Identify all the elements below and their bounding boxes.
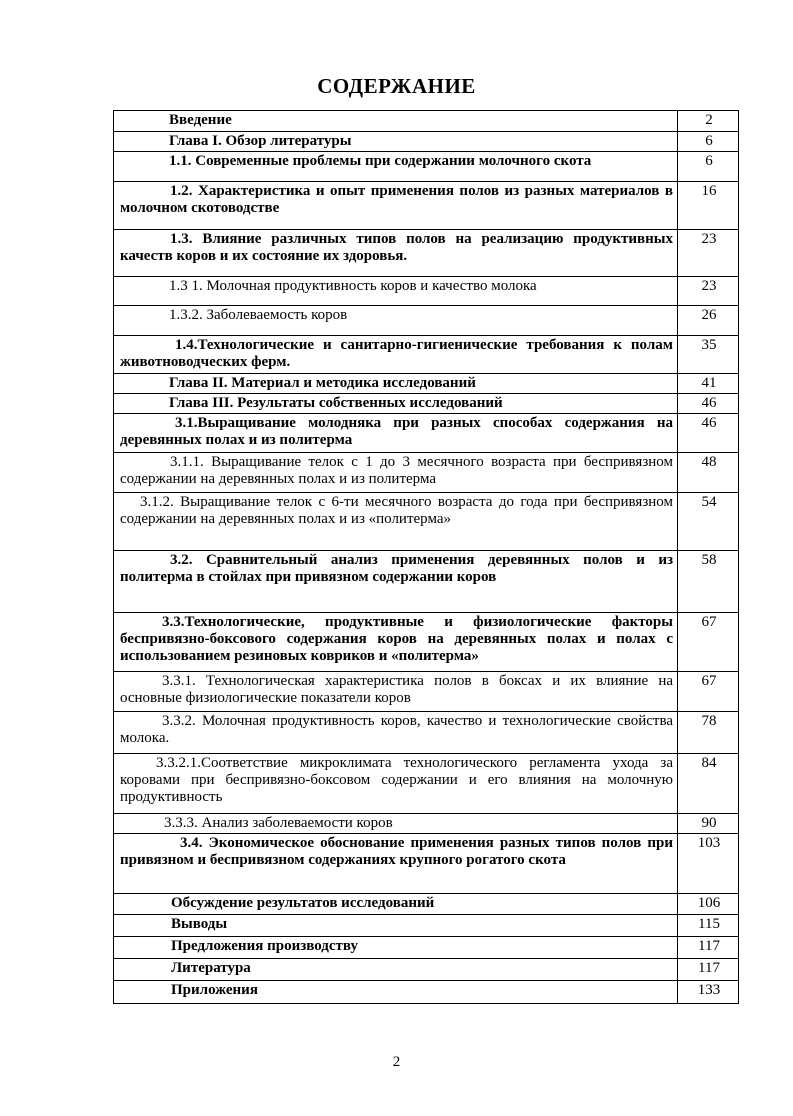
toc-row[interactable] bbox=[114, 894, 739, 915]
toc-entry-title: 3.3.1. Технологическая характеристика полов в боксах и их влияние на основные физиологические показатели коров bbox=[114, 672, 678, 712]
toc-row[interactable] bbox=[114, 277, 739, 306]
toc-entry-page: 46 bbox=[678, 414, 739, 453]
toc-entry-page: 35 bbox=[678, 336, 739, 374]
toc-entry-title: 1.1. Современные проблемы при содержании молочного скота bbox=[114, 152, 678, 182]
toc-entry-page: 46 bbox=[678, 394, 739, 414]
toc-entry-page: 117 bbox=[678, 959, 739, 981]
toc-row[interactable] bbox=[114, 230, 739, 277]
toc-row[interactable] bbox=[114, 672, 739, 712]
toc-entry-title: 3.3.Технологические, продуктивные и физиологические факторы беспривязно-боксового содержания коров на деревянных полах и полах с использованием резиновых ковриков и «политерма» bbox=[114, 613, 678, 672]
toc-entry-title: 1.3. Влияние различных типов полов на реализацию продуктивных качеств коров и их состояние их здоровья. bbox=[114, 230, 678, 277]
toc-entry-page: 90 bbox=[678, 814, 739, 834]
toc-entry-page: 58 bbox=[678, 551, 739, 613]
page-number: 2 bbox=[392, 1054, 401, 1070]
toc-row[interactable] bbox=[114, 915, 739, 937]
toc-entry-title: 1.3 1. Молочная продуктивность коров и качество молока bbox=[114, 277, 678, 306]
toc-entry-title: Предложения производству bbox=[114, 937, 678, 959]
toc-row[interactable] bbox=[114, 834, 739, 894]
toc-entry-page: 67 bbox=[678, 613, 739, 672]
toc-entry-page: 78 bbox=[678, 712, 739, 754]
toc-entry-page: 23 bbox=[678, 230, 739, 277]
toc-row[interactable] bbox=[114, 394, 739, 414]
toc-entry-title: Литература bbox=[114, 959, 678, 981]
toc-entry-title: Глава III. Результаты собственных исследований bbox=[114, 394, 678, 414]
toc-entry-title: 3.1.1. Выращивание телок с 1 до 3 месячного возраста при беспривязном содержании на деревянных полах и из политерма bbox=[114, 453, 678, 493]
toc-entry-page: 133 bbox=[678, 981, 739, 1004]
toc-row[interactable] bbox=[114, 374, 739, 394]
toc-entry-page: 16 bbox=[678, 182, 739, 230]
toc-table bbox=[113, 110, 739, 1004]
toc-entry-title: 1.2. Характеристика и опыт применения полов из разных материалов в молочном скотоводстве bbox=[114, 182, 678, 230]
toc-entry-page: 6 bbox=[678, 132, 739, 152]
toc-entry-page: 48 bbox=[678, 453, 739, 493]
toc-entry-page: 67 bbox=[678, 672, 739, 712]
toc-entry-page: 84 bbox=[678, 754, 739, 814]
toc-row[interactable] bbox=[114, 182, 739, 230]
toc-entry-title: 3.3.2. Молочная продуктивность коров, качество и технологические свойства молока. bbox=[114, 712, 678, 754]
toc-entry-title: Глава I. Обзор литературы bbox=[114, 132, 678, 152]
toc-entry-title: 3.3.2.1.Соответствие микроклимата технологического регламента ухода за коровами при беспривязно-боксовом содержании и его влияния на молочную продуктивность bbox=[114, 754, 678, 814]
toc-entry-title: 3.1.Выращивание молодняка при разных способах содержания на деревянных полах и из политерма bbox=[114, 414, 678, 453]
toc-entry-title: Выводы bbox=[114, 915, 678, 937]
toc-row[interactable] bbox=[114, 132, 739, 152]
toc-entry-page: 6 bbox=[678, 152, 739, 182]
toc-entry-page: 106 bbox=[678, 894, 739, 915]
toc-row[interactable] bbox=[114, 306, 739, 336]
toc-row[interactable] bbox=[114, 111, 739, 132]
toc-row[interactable] bbox=[114, 981, 739, 1004]
toc-entry-title: 1.4.Технологические и санитарно-гигиенические требования к полам животноводческих ферм. bbox=[114, 336, 678, 374]
toc-row[interactable] bbox=[114, 493, 739, 551]
toc-row[interactable] bbox=[114, 937, 739, 959]
toc-entry-title: Приложения bbox=[114, 981, 678, 1004]
toc-entry-page: 26 bbox=[678, 306, 739, 336]
toc-entry-page: 103 bbox=[678, 834, 739, 894]
toc-row[interactable] bbox=[114, 613, 739, 672]
toc-entry-page: 41 bbox=[678, 374, 739, 394]
toc-entry-title: Обсуждение результатов исследований bbox=[114, 894, 678, 915]
toc-entry-page: 54 bbox=[678, 493, 739, 551]
page-title: СОДЕРЖАНИЕ bbox=[317, 74, 476, 98]
toc-entry-title: 3.4. Экономическое обоснование применения разных типов полов при привязном и беспривязном содержаниях крупного рогатого скота bbox=[114, 834, 678, 894]
toc-row[interactable] bbox=[114, 754, 739, 814]
toc-row[interactable] bbox=[114, 336, 739, 374]
toc-row[interactable] bbox=[114, 414, 739, 453]
toc-entry-title: 3.3.3. Анализ заболеваемости коров bbox=[114, 814, 678, 834]
toc-row[interactable] bbox=[114, 453, 739, 493]
toc-row[interactable] bbox=[114, 152, 739, 182]
toc-entry-title: 3.1.2. Выращивание телок с 6-ти месячного возраста до года при беспривязном содержании на деревянных полах и из «политерма» bbox=[114, 493, 678, 551]
toc-row[interactable] bbox=[114, 814, 739, 834]
toc-entry-page: 2 bbox=[678, 111, 739, 132]
toc-entry-page: 115 bbox=[678, 915, 739, 937]
toc-entry-title: 3.2. Сравнительный анализ применения деревянных полов и из политерма в стойлах при привязном содержании коров bbox=[114, 551, 678, 613]
toc-row[interactable] bbox=[114, 551, 739, 613]
toc-entry-title: Глава II. Материал и методика исследований bbox=[114, 374, 678, 394]
toc-row[interactable] bbox=[114, 712, 739, 754]
toc-row[interactable] bbox=[114, 959, 739, 981]
toc-entry-page: 23 bbox=[678, 277, 739, 306]
toc-entry-title: 1.3.2. Заболеваемость коров bbox=[114, 306, 678, 336]
toc-entry-page: 117 bbox=[678, 937, 739, 959]
toc-entry-title: Введение bbox=[114, 111, 678, 132]
